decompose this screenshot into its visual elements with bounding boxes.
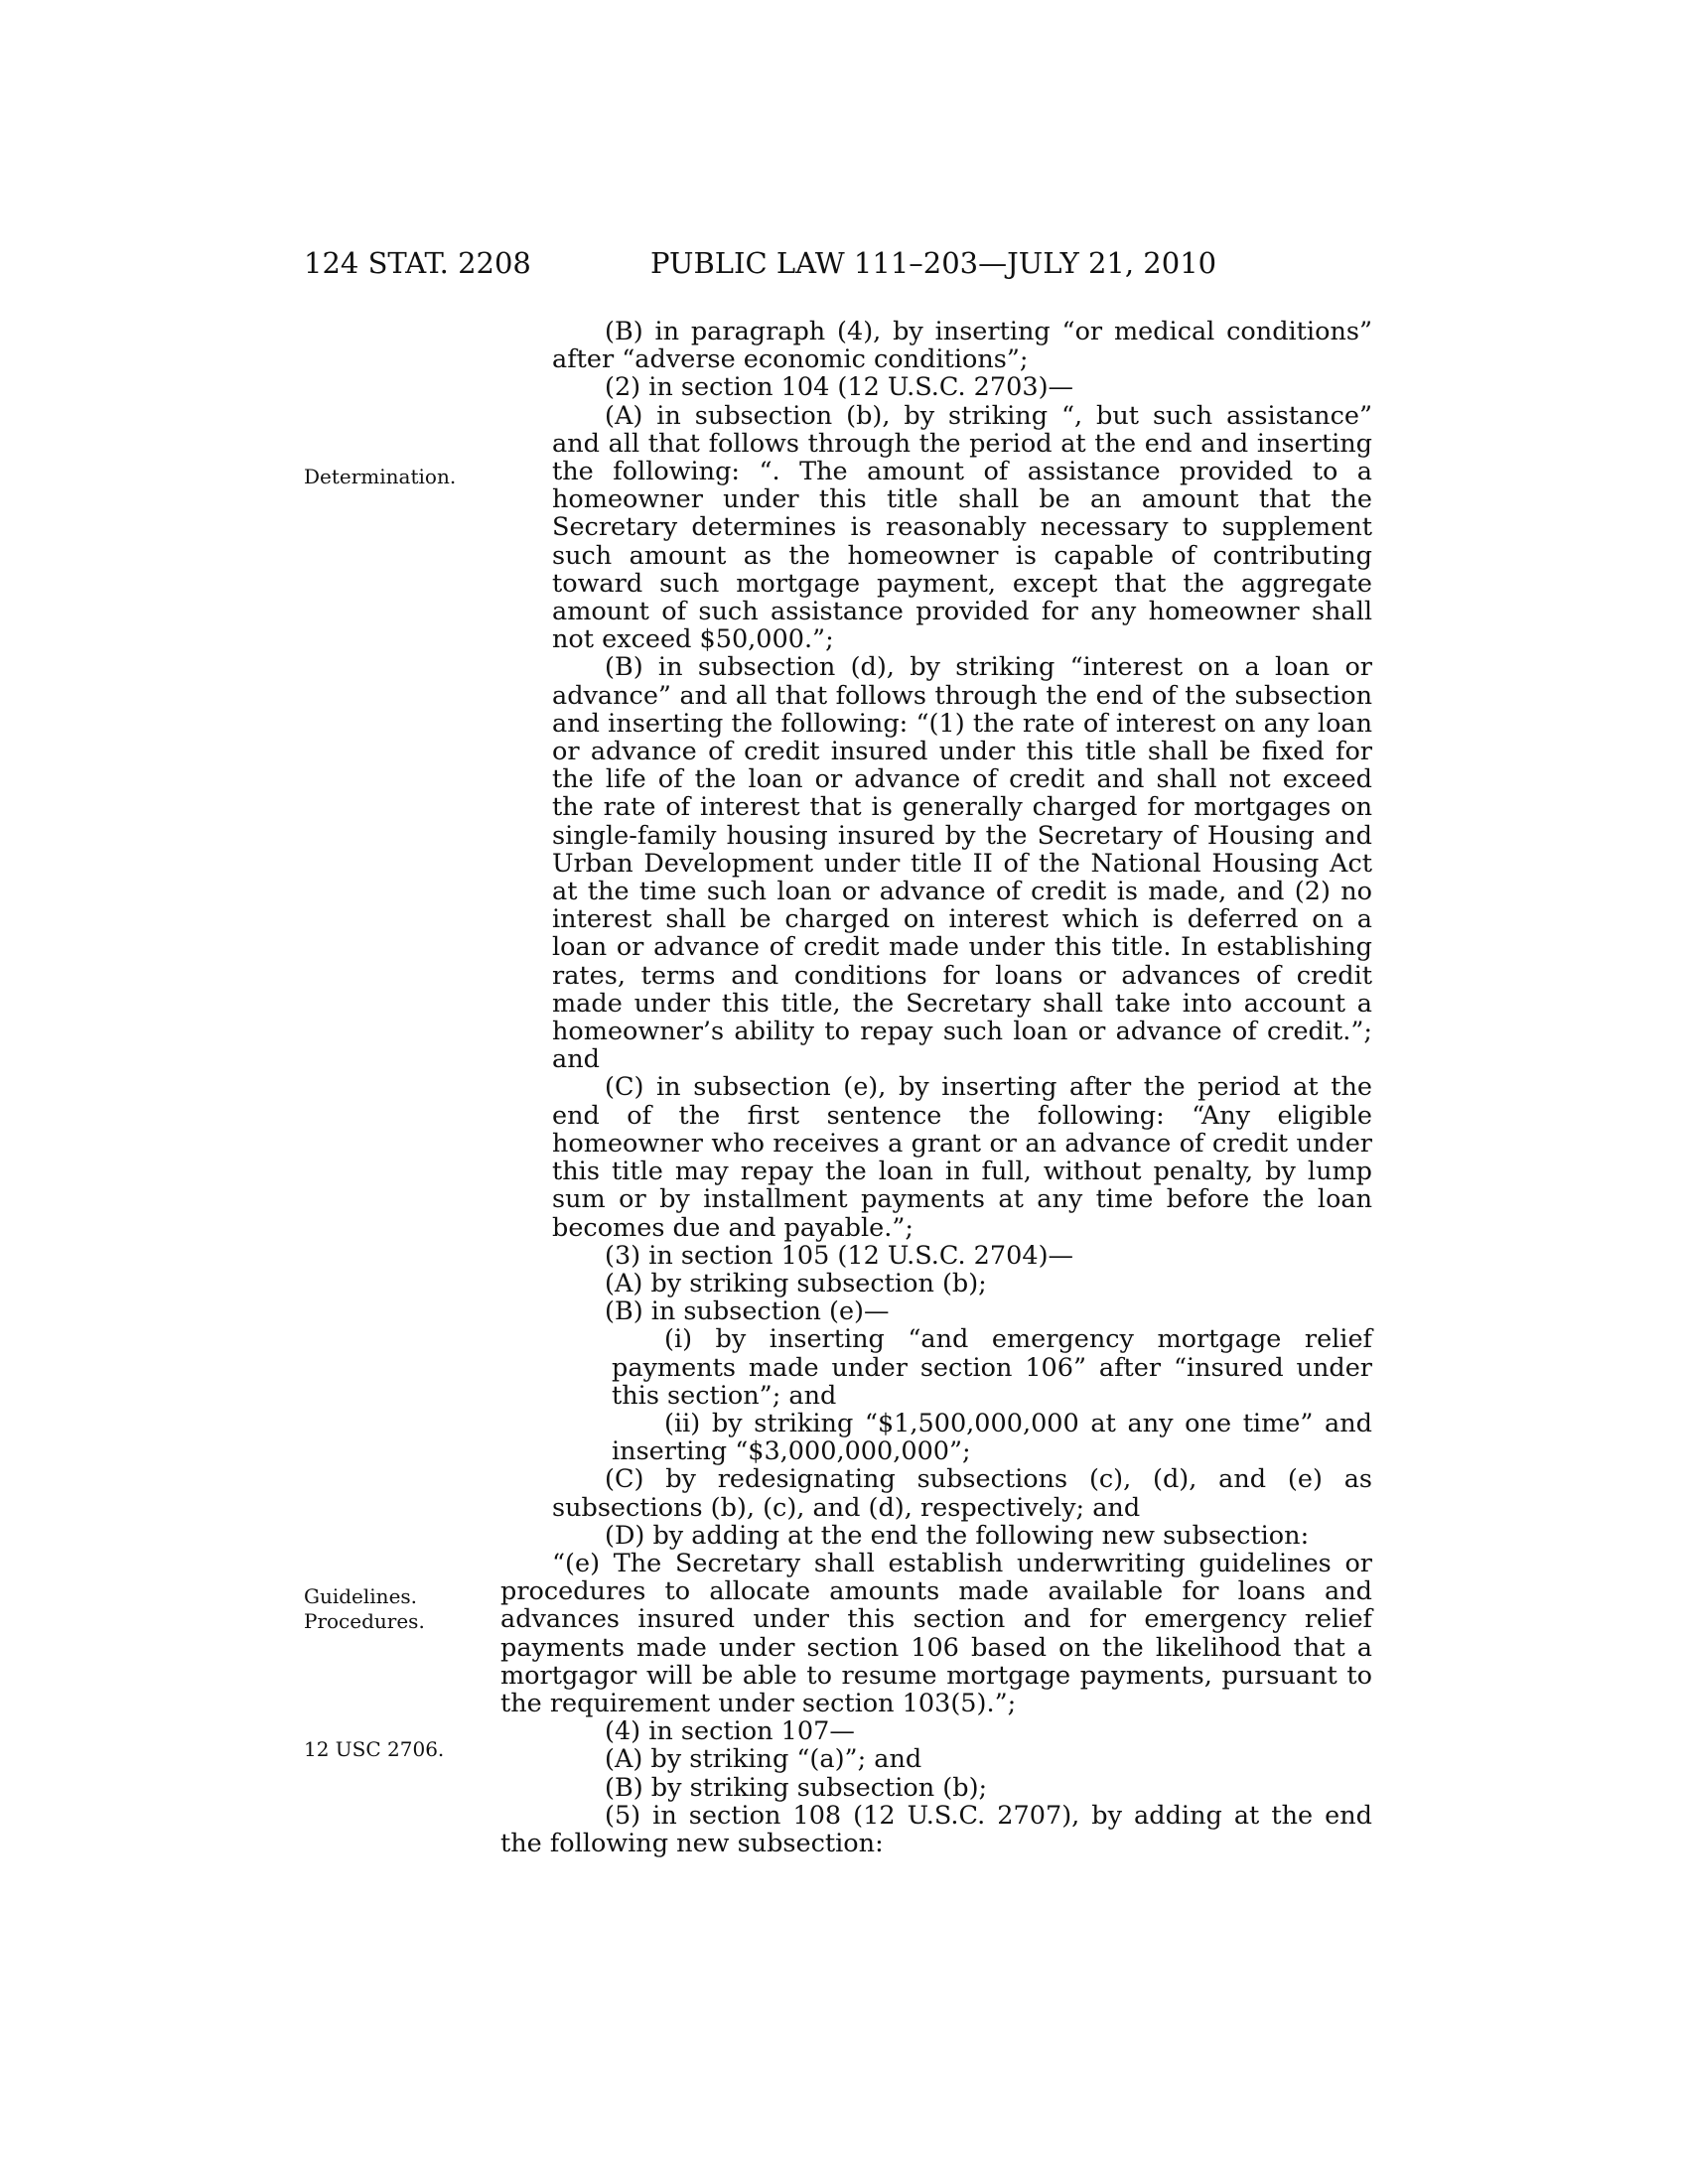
paragraph: (D) by adding at the end the following new subsection:	[605, 1520, 1310, 1551]
paragraph: (2) in section 104 (12 U.S.C. 2703)—	[605, 372, 1074, 403]
statute-page-number: 124 STAT. 2208	[304, 246, 531, 280]
paragraph: (A) by striking subsection (b);	[605, 1268, 987, 1298]
margin-note-determination: Determination.	[304, 465, 457, 488]
paragraph: (4) in section 107—	[605, 1716, 855, 1747]
paragraph: (C) by redesignating subsections (c), (d), and (e) as subsections (b), (c), and (d), respectively; and	[552, 1464, 1372, 1523]
paragraph: (5) in section 108 (12 U.S.C. 2707), by adding at the end the following new subsection:	[500, 1800, 1372, 1858]
paragraph: (B) in paragraph (4), by inserting “or medical conditions” after “adverse economic conditions”;	[552, 317, 1372, 375]
paragraph: (C) in subsection (e), by inserting after the period at the end of the first sentence the following: “Any eligible homeowner who receives a grant or an advance of credit under this title may repay the loan in full, without penalty, by lump sum or by installment payments at any time before the loan becomes due and payable.”;	[552, 1072, 1372, 1243]
paragraph: (A) in subsection (b), by striking “, but such assistance” and all that follows through the period at the end and inserting the following: “. The amount of assistance provided to a homeowner under this title shall be an amount that the Secretary determines is reasonably necessary to supplement such amount as the homeowner is capable of contributing toward such mortgage payment, except that the aggregate amount of such assistance provided for any homeowner shall not exceed $50,000.”;	[552, 400, 1372, 655]
margin-note-guidelines-procedures: Guidelines. Procedures.	[304, 1584, 425, 1633]
body-text	[500, 317, 1372, 1858]
paragraph: (B) by striking subsection (b);	[605, 1772, 988, 1803]
paragraph: (B) in subsection (d), by striking “interest on a loan or advance” and all that follows through the end of the subsection and inserting the following: “(1) the rate of interest on any loan or advance of credit insured under this title shall be fixed for the life of the loan or advance of credit and shall not exceed the rate of interest that is generally charged for mortgages on single-family housing insured by the Secretary of Housing and Urban Development under title II of the National Housing Act at the time such loan or advance of credit is made, and (2) no interest shall be charged on interest which is deferred on a loan or advance of credit made under this title. In establishing rates, terms and conditions for loans or advances of credit made under this title, the Secretary shall take into account a homeowner’s ability to repay such loan or advance of credit.”; and	[552, 652, 1372, 1075]
paragraph: (B) in subsection (e)—	[605, 1297, 890, 1327]
paragraph: (ii) by striking “$1,500,000,000 at any one time” and inserting “$3,000,000,000”;	[612, 1408, 1372, 1467]
paragraph: (A) by striking “(a)”; and	[605, 1744, 922, 1775]
paragraph: “(e) The Secretary shall establish underwriting guidelines or procedures to allocate amounts made available for loans and advances insured under this section and for emergency relief payments made under section 106 based on the likelihood that a mortgagor will be able to resume mortgage payments, pursuant to the requirement under section 103(5).”;	[500, 1548, 1372, 1718]
paragraph: (3) in section 105 (12 U.S.C. 2704)—	[605, 1240, 1074, 1271]
page-title: PUBLIC LAW 111–203—JULY 21, 2010	[650, 246, 1217, 280]
margin-note-usc: 12 USC 2706.	[304, 1737, 445, 1761]
paragraph: (i) by inserting “and emergency mortgage relief payments made under section 106” after “insured under this section”; and	[612, 1324, 1372, 1411]
